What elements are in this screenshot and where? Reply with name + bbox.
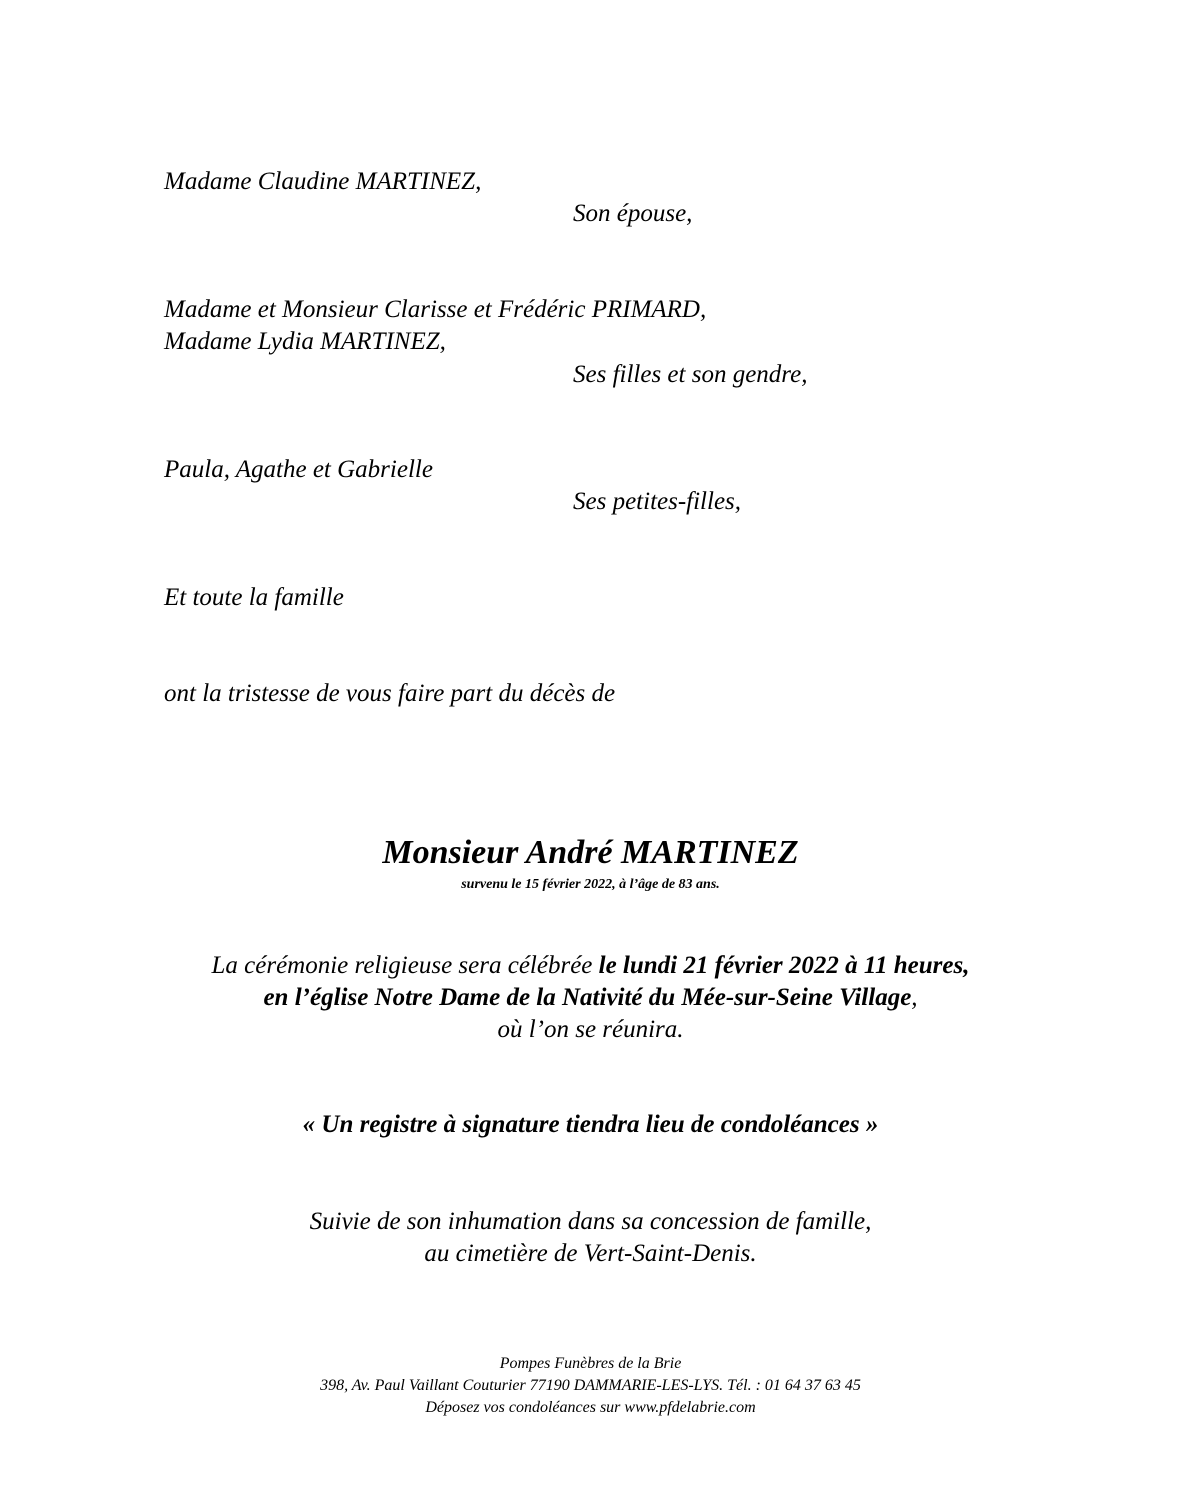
ceremony-line-1-regular: La cérémonie religieuse sera célébrée — [211, 952, 599, 979]
grandchildren-relation: Ses petites-filles, — [573, 488, 742, 515]
spouse-relation: Son épouse, — [573, 200, 693, 227]
deceased-details: survenu le 15 février 2022, à l’âge de 83 ans. — [461, 877, 720, 892]
grandchildren-names: Paula, Agathe et Gabrielle — [164, 456, 433, 483]
footer-address: 398, Av. Paul Vaillant Couturier 77190 DAMMARIE-LES-LYS. Tél. : 01 64 37 63 45 — [320, 1377, 861, 1394]
burial-line-2: au cimetière de Vert-Saint-Denis. — [424, 1240, 757, 1267]
daughter-name-2: Madame Lydia MARTINEZ, — [164, 328, 446, 355]
ceremony-date: le lundi 21 février 2022 à 11 heures, — [598, 952, 970, 979]
register-notice: « Un registre à signature tiendra lieu de condoléances » — [302, 1111, 879, 1138]
deceased-name: Monsieur André MARTINEZ — [382, 834, 799, 871]
footer-company: Pompes Funèbres de la Brie — [499, 1355, 682, 1372]
daughter-name-1: Madame et Monsieur Clarisse et Frédéric PRIMARD, — [164, 296, 707, 323]
announcement-text: ont la tristesse de vous faire part du décès de — [164, 680, 616, 707]
burial-line-1: Suivie de son inhumation dans sa concession de famille, — [309, 1208, 872, 1235]
whole-family: Et toute la famille — [164, 584, 344, 611]
spouse-name: Madame Claudine MARTINEZ, — [164, 168, 482, 195]
ceremony-line-2 — [0, 982, 1181, 1013]
ceremony-line-3: où l’on se réunira. — [497, 1016, 684, 1043]
daughters-relation: Ses filles et son gendre, — [573, 361, 808, 388]
footer-website: Déposez vos condoléances sur www.pfdelabrie.com — [425, 1399, 756, 1416]
ceremony-line-1 — [0, 950, 1181, 981]
ceremony-line-2-comma: , — [911, 984, 918, 1011]
ceremony-location: en l’église Notre Dame de la Nativité du Mée-sur-Seine Village — [263, 984, 912, 1011]
